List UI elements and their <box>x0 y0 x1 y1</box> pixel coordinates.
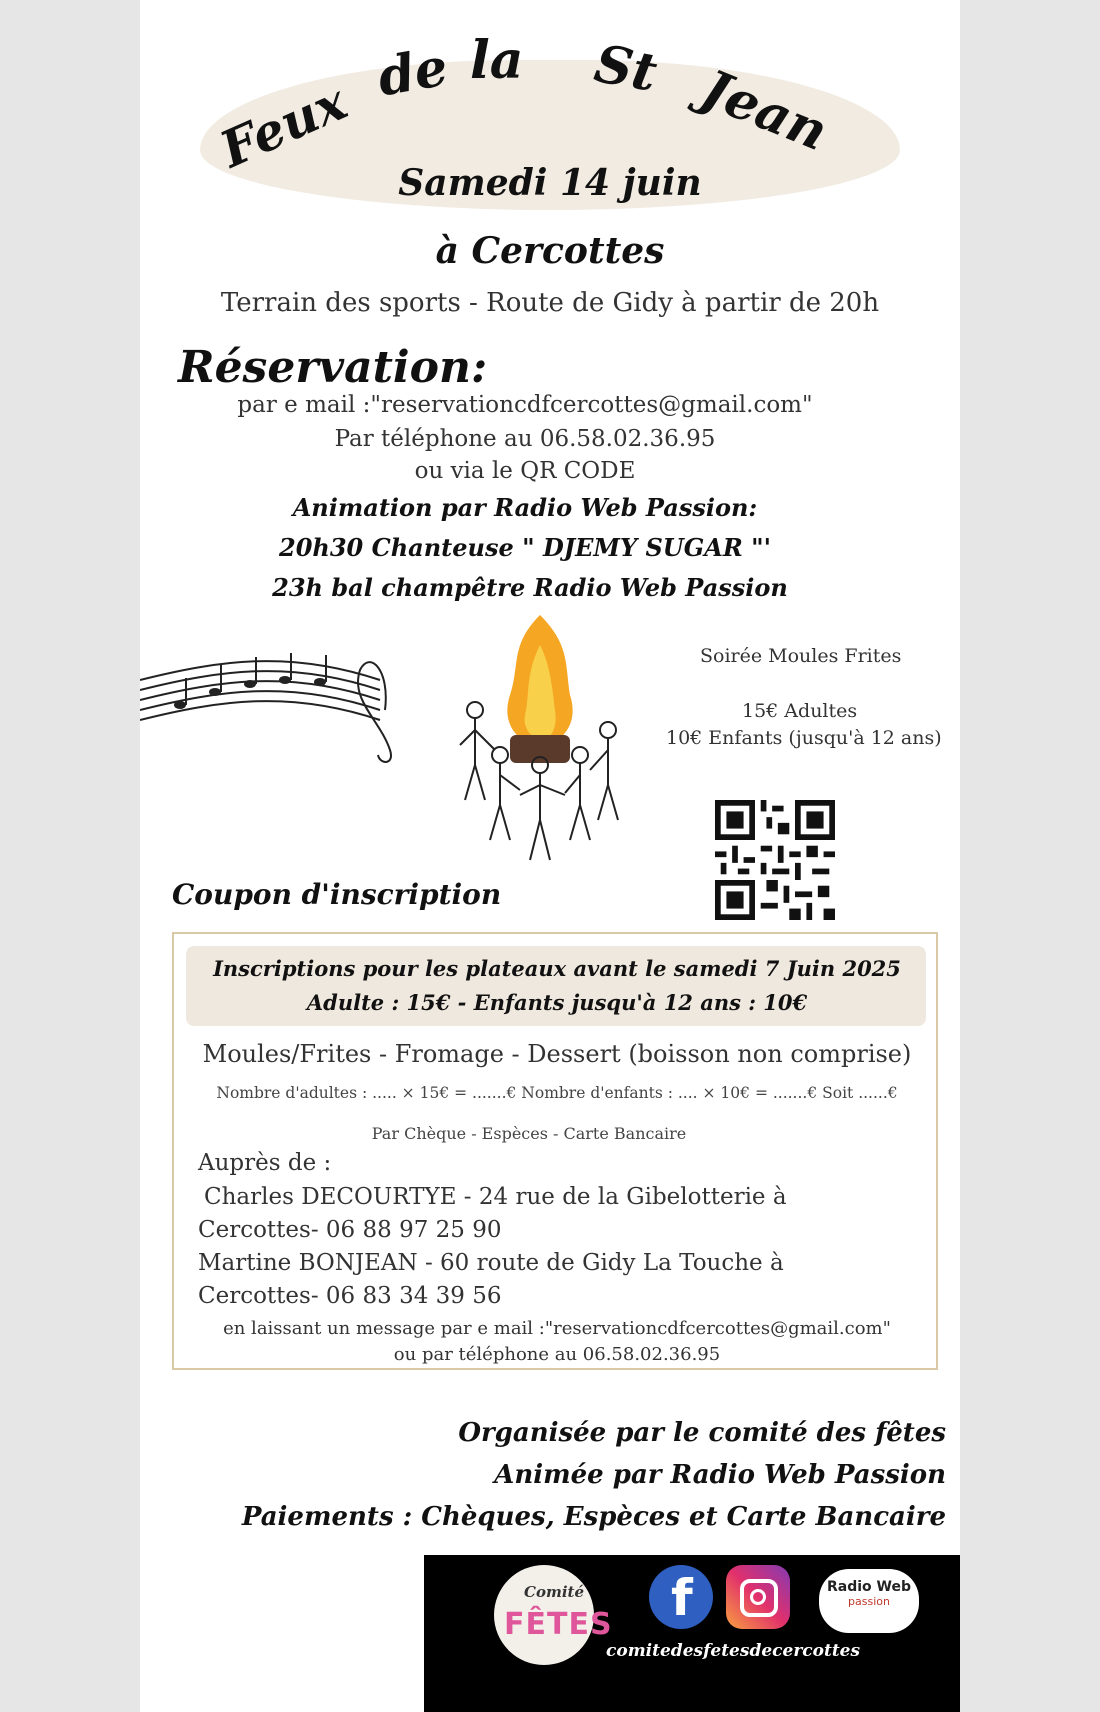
title-word-3: la <box>470 30 524 91</box>
event-date: Samedi 14 juin <box>398 162 702 204</box>
organizers-line-1: Organisée par le comité des fêtes <box>458 1418 946 1448</box>
title-word-5: Jean <box>693 58 836 163</box>
coupon-contacts-label: Auprès de : <box>198 1150 332 1176</box>
reservation-heading: Réservation: <box>178 342 488 393</box>
coupon-heading: Coupon d'inscription <box>172 878 502 911</box>
soiree-child-price: 10€ Enfants (jusqu'à 12 ans) <box>666 727 942 749</box>
radio-web-passion-logo[interactable] <box>819 1569 919 1633</box>
soiree-adult-price: 15€ Adultes <box>742 700 858 722</box>
radio-logo-line-1: Radio Web <box>827 1579 911 1595</box>
bonfire-icon <box>507 615 572 763</box>
soiree-title: Soirée Moules Frites <box>700 645 902 667</box>
comite-logo-top: Comité <box>524 1583 584 1601</box>
reservation-qr-line: ou via le QR CODE <box>414 458 636 484</box>
instagram-lens <box>750 1589 766 1605</box>
footer-bar <box>424 1555 960 1712</box>
coupon-message-line-2: ou par téléphone au 06.58.02.36.95 <box>393 1344 721 1365</box>
comite-logo[interactable] <box>494 1565 613 1665</box>
coupon-payment-methods: Par Chèque - Espèces - Carte Bancaire <box>371 1124 687 1143</box>
qr-code[interactable] <box>715 800 835 920</box>
title-word-4: St <box>590 33 662 104</box>
contact-1-line-1: Charles DECOURTYE - 24 rue de la Gibelotterie à <box>204 1184 787 1210</box>
organizers-line-3: Paiements : Chèques, Espèces et Carte Bancaire <box>241 1502 946 1532</box>
radio-logo-line-2: passion <box>848 1595 890 1608</box>
animation-line-2: 20h30 Chanteuse " DJEMY SUGAR "' <box>279 533 771 562</box>
coupon-band-line-1: Inscriptions pour les plateaux avant le samedi 7 Juin 2025 <box>213 956 901 981</box>
organizers-line-2: Animée par Radio Web Passion <box>494 1460 946 1490</box>
facebook-icon[interactable] <box>649 1565 713 1629</box>
social-handle[interactable]: comitedesfetesdecercottes <box>606 1641 861 1661</box>
bonfire-dancers-illustration <box>440 605 640 875</box>
comite-logo-bottom: FÊTES <box>504 1607 613 1642</box>
coupon-menu: Moules/Frites - Fromage - Dessert (boisson non comprise) <box>202 1040 912 1068</box>
contact-2-line-2: Cercottes- 06 83 34 39 56 <box>198 1283 502 1309</box>
contact-2-line-1: Martine BONJEAN - 60 route de Gidy La Touche à <box>198 1250 784 1276</box>
title-word-2: de <box>373 36 453 109</box>
animation-line-3: 23h bal champêtre Radio Web Passion <box>272 573 788 602</box>
music-notes-illustration <box>140 640 420 770</box>
instagram-icon[interactable] <box>726 1565 790 1629</box>
event-place: à Cercottes <box>435 230 665 272</box>
animation-line-1: Animation par Radio Web Passion: <box>292 493 758 522</box>
coupon-message-line-1: en laissant un message par e mail :"reservationcdfcercottes@gmail.com" <box>223 1318 891 1339</box>
contact-1-line-2: Cercottes- 06 88 97 25 90 <box>198 1217 502 1243</box>
coupon-box <box>172 932 938 1370</box>
facebook-glyph: f <box>671 1569 693 1627</box>
flyer-page <box>140 0 960 1712</box>
reservation-phone: Par téléphone au 06.58.02.36.95 <box>334 426 716 452</box>
reservation-email: par e mail :"reservationcdfcercottes@gmail.com" <box>237 392 813 418</box>
title-word-1: Feux <box>211 71 356 180</box>
coupon-band-line-2: Adulte : 15€ - Enfants jusqu'à 12 ans : 10€ <box>306 990 808 1015</box>
coupon-count-line: Nombre d'adultes : ..... × 15€ = .......€ Nombre d'enfants : .... × 10€ = .......€ Soit ......€ <box>216 1084 898 1102</box>
event-location: Terrain des sports - Route de Gidy à partir de 20h <box>220 288 880 318</box>
